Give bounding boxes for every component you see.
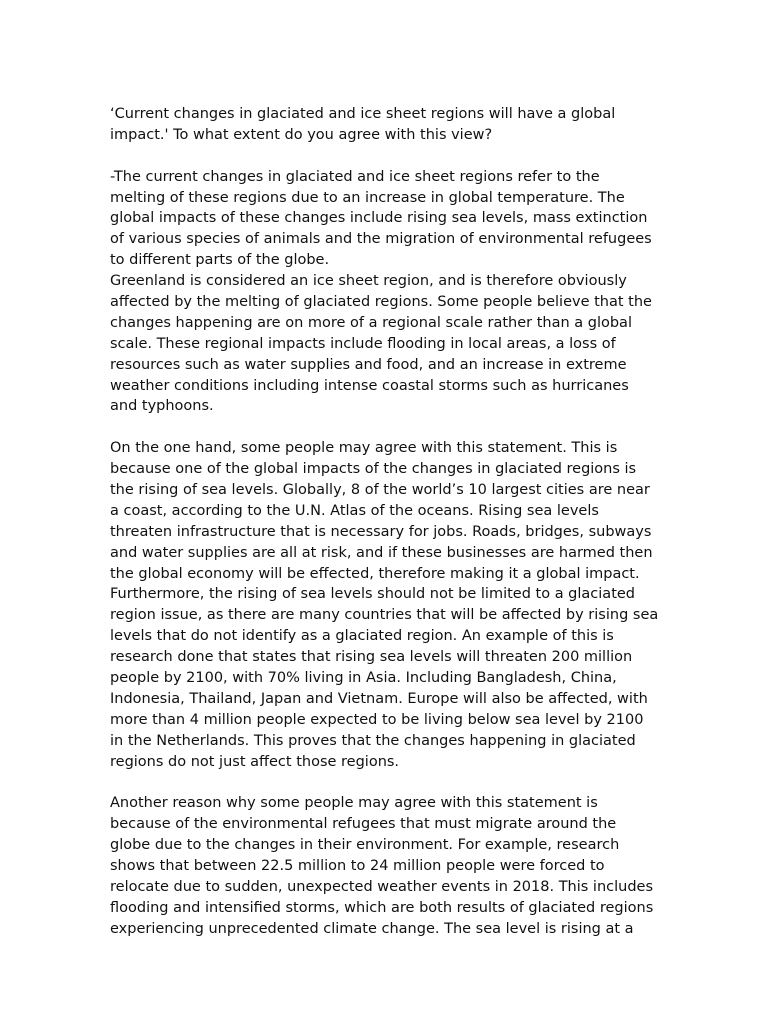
text-line: and typhoons. xyxy=(110,398,214,415)
paragraph-refugees xyxy=(110,793,658,939)
text-line: flooding and intensified storms, which are both results of glaciated regions xyxy=(110,899,654,916)
text-line: global impacts of these changes include rising sea levels, mass extinction xyxy=(110,210,648,227)
text-line: scale. These regional impacts include flooding in local areas, a loss of xyxy=(110,335,616,352)
paragraph-gap xyxy=(110,773,658,794)
text-line: regions do not just affect those regions. xyxy=(110,753,400,770)
text-line: in the Netherlands. This proves that the changes happening in glaciated xyxy=(110,732,636,749)
text-line: shows that between 22.5 million to 24 million people were forced to xyxy=(110,858,605,875)
text-line: a coast, according to the U.N. Atlas of the oceans. Rising sea levels xyxy=(110,502,599,519)
text-line: the global economy will be effected, therefore making it a global impact. xyxy=(110,565,640,582)
text-line: ‘Current changes in glaciated and ice sheet regions will have a global xyxy=(110,106,616,122)
text-line: Indonesia, Thailand, Japan and Vietnam. Europe will also be affected, with xyxy=(110,690,648,707)
text-line: people by 2100, with 70% living in Asia. Including Bangladesh, China, xyxy=(110,670,617,687)
text-line: globe due to the changes in their environment. For example, research xyxy=(110,837,620,854)
text-line: because of the environmental refugees that must migrate around the xyxy=(110,816,617,833)
document-body xyxy=(110,104,658,940)
text-line: Greenland is considered an ice sheet region, and is therefore obviously xyxy=(110,273,627,290)
text-line: research done that states that rising sea levels will threaten 200 million xyxy=(110,649,633,666)
paragraph-introduction xyxy=(110,167,658,418)
text-line: relocate due to sudden, unexpected weather events in 2018. This includes xyxy=(110,878,654,895)
text-line: Another reason why some people may agree with this statement is xyxy=(110,795,598,812)
text-line: experiencing unprecedented climate change. The sea level is rising at a xyxy=(110,920,634,937)
text-line: changes happening are on more of a regional scale rather than a global xyxy=(110,314,632,331)
text-line: because one of the global impacts of the changes in glaciated regions is xyxy=(110,461,637,478)
text-line: the rising of sea levels. Globally, 8 of the world’s 10 largest cities are near xyxy=(110,482,650,499)
text-line: region issue, as there are many countries that will be affected by rising sea xyxy=(110,607,659,624)
text-line: Furthermore, the rising of sea levels should not be limited to a glaciated xyxy=(110,586,636,603)
text-line: of various species of animals and the migration of environmental refugees xyxy=(110,231,652,248)
paragraph-gap xyxy=(110,146,658,167)
text-line: melting of these regions due to an increase in global temperature. The xyxy=(110,189,625,206)
text-line: to different parts of the globe. xyxy=(110,252,330,269)
text-line: -The current changes in glaciated and ice sheet regions refer to the xyxy=(110,168,600,185)
text-line: and water supplies are all at risk, and if these businesses are harmed then xyxy=(110,544,653,561)
text-line: On the one hand, some people may agree with this statement. This is xyxy=(110,440,618,457)
text-line: affected by the melting of glaciated regions. Some people believe that the xyxy=(110,294,652,311)
text-line: more than 4 million people expected to be living below sea level by 2100 xyxy=(110,711,644,728)
text-line: levels that do not identify as a glaciated region. An example of this is xyxy=(110,628,614,645)
paragraph-gap xyxy=(110,417,658,438)
text-line: weather conditions including intense coastal storms such as hurricanes xyxy=(110,377,629,394)
text-line: threaten infrastructure that is necessary for jobs. Roads, bridges, subways xyxy=(110,523,652,540)
text-line: resources such as water supplies and food, and an increase in extreme xyxy=(110,356,627,373)
paragraph-question xyxy=(110,104,658,146)
text-line: impact.' To what extent do you agree with this view? xyxy=(110,126,493,143)
paragraph-sea-levels xyxy=(110,438,658,772)
